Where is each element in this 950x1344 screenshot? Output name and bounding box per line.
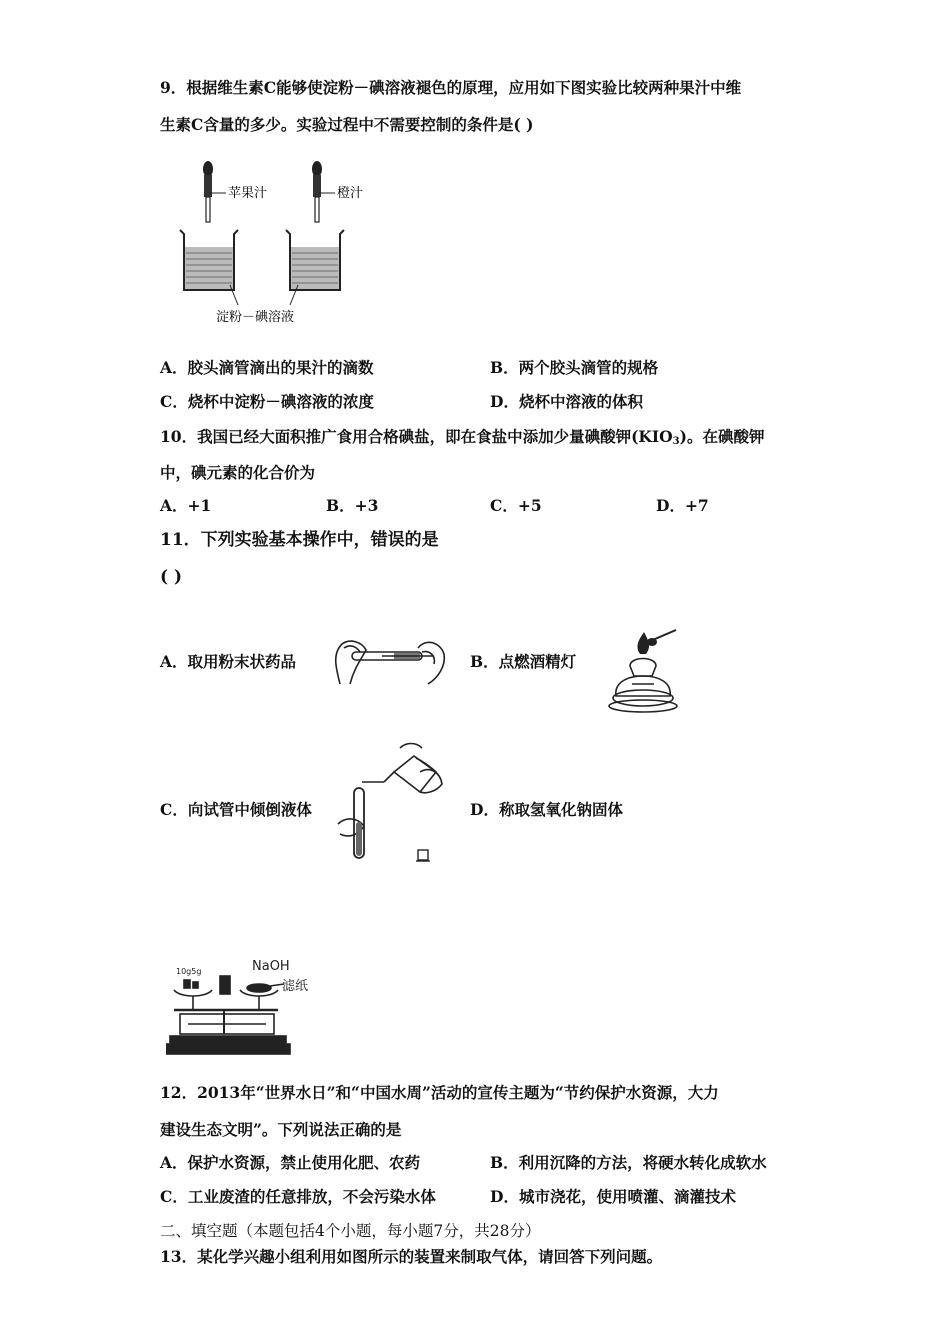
- label-orange-juice: 橙汁: [337, 186, 364, 201]
- q9-option-b[interactable]: B．两个胶头滴管的规格: [490, 358, 659, 377]
- q10-option-a[interactable]: A．+1: [160, 496, 212, 515]
- q12-option-b[interactable]: B．利用沉降的方法，将硬水转化成软水: [490, 1153, 767, 1172]
- q11-option-b[interactable]: B．点燃酒精灯: [470, 652, 577, 671]
- q9-stem-line2: 生素C含量的多少。实验过程中不需要控制的条件是( ): [160, 115, 534, 134]
- q11-option-a[interactable]: A．取用粉末状药品: [160, 652, 297, 671]
- q12-stem-line1: 12．2013年“世界水日”和“中国水周”活动的宣传主题为“节约保护水资源，大力: [160, 1083, 719, 1102]
- q9-beaker-figure: [170, 155, 370, 335]
- q10-stem-line2: 中，碘元素的化合价为: [160, 463, 316, 482]
- label-starch-iodine: 淀粉－碘溶液: [216, 310, 295, 325]
- q9-stem-line1: 9．根据维生素C能够使淀粉－碘溶液褪色的原理，应用如下图实验比较两种果汁中维: [160, 78, 742, 97]
- beaker-icon: [180, 230, 238, 290]
- q11-stem: 11．下列实验基本操作中，错误的是: [160, 530, 439, 550]
- q12-option-d[interactable]: D．城市浇花，使用喷灌、滴灌技术: [490, 1187, 736, 1206]
- label-apple-juice: 苹果汁: [228, 186, 268, 201]
- hand-icon: [336, 641, 366, 684]
- q10-option-c[interactable]: C．+5: [490, 496, 542, 515]
- balance-icon: [166, 976, 290, 1054]
- section-heading: 二、填空题（本题包括4个小题，每小题7分，共28分）: [160, 1222, 541, 1240]
- q12-option-a[interactable]: A．保护水资源，禁止使用化肥、农药: [160, 1153, 421, 1172]
- q10-option-d[interactable]: D．+7: [656, 496, 709, 515]
- q13-stem: 13．某化学兴趣小组利用如图所示的装置来制取气体，请回答下列问题。: [160, 1247, 663, 1266]
- alcohol-lamp-figure: [604, 628, 684, 714]
- reagent-bottle-icon: [384, 744, 436, 793]
- flame-icon: [637, 630, 676, 654]
- q9-option-d[interactable]: D．烧杯中溶液的体积: [490, 392, 643, 411]
- pouring-liquid-figure: [336, 742, 444, 864]
- q11-answer-paren: ( ): [160, 567, 183, 587]
- label-filter-paper: 滤纸: [282, 979, 309, 994]
- q10-stem-line1: 10．我国已经大面积推广食用合格碘盐，即在食盐中添加少量碘酸钾$(KIO_3)$。在碘酸钾: [160, 427, 765, 447]
- beaker-icon: [286, 230, 344, 290]
- q12-option-c[interactable]: C．工业废渣的任意排放，不会污染水体: [160, 1187, 436, 1206]
- placeholder-box-icon: [416, 848, 430, 864]
- q12-stem-line2: 建设生态文明”。下列说法正确的是: [160, 1120, 402, 1139]
- q11-option-d[interactable]: D．称取氢氧化钠固体: [470, 800, 623, 819]
- dropper-icon: [312, 161, 322, 222]
- test-tube-icon: [354, 782, 384, 858]
- dropper-icon: [203, 161, 213, 222]
- q9-option-c[interactable]: C．烧杯中淀粉－碘溶液的浓度: [160, 392, 374, 411]
- hand-icon: [418, 642, 444, 684]
- q10-option-b[interactable]: B．+3: [326, 496, 379, 515]
- balance-scale-figure: [166, 954, 316, 1058]
- q11-option-c[interactable]: C．向试管中倾倒液体: [160, 800, 312, 819]
- label-naoh: NaOH: [252, 959, 290, 974]
- q9-option-a[interactable]: A．胶头滴管滴出的果汁的滴数: [160, 358, 374, 377]
- label-weights: 10g5g: [176, 967, 202, 976]
- powder-test-tube-figure: [322, 628, 450, 688]
- alcohol-lamp-icon: [609, 659, 677, 713]
